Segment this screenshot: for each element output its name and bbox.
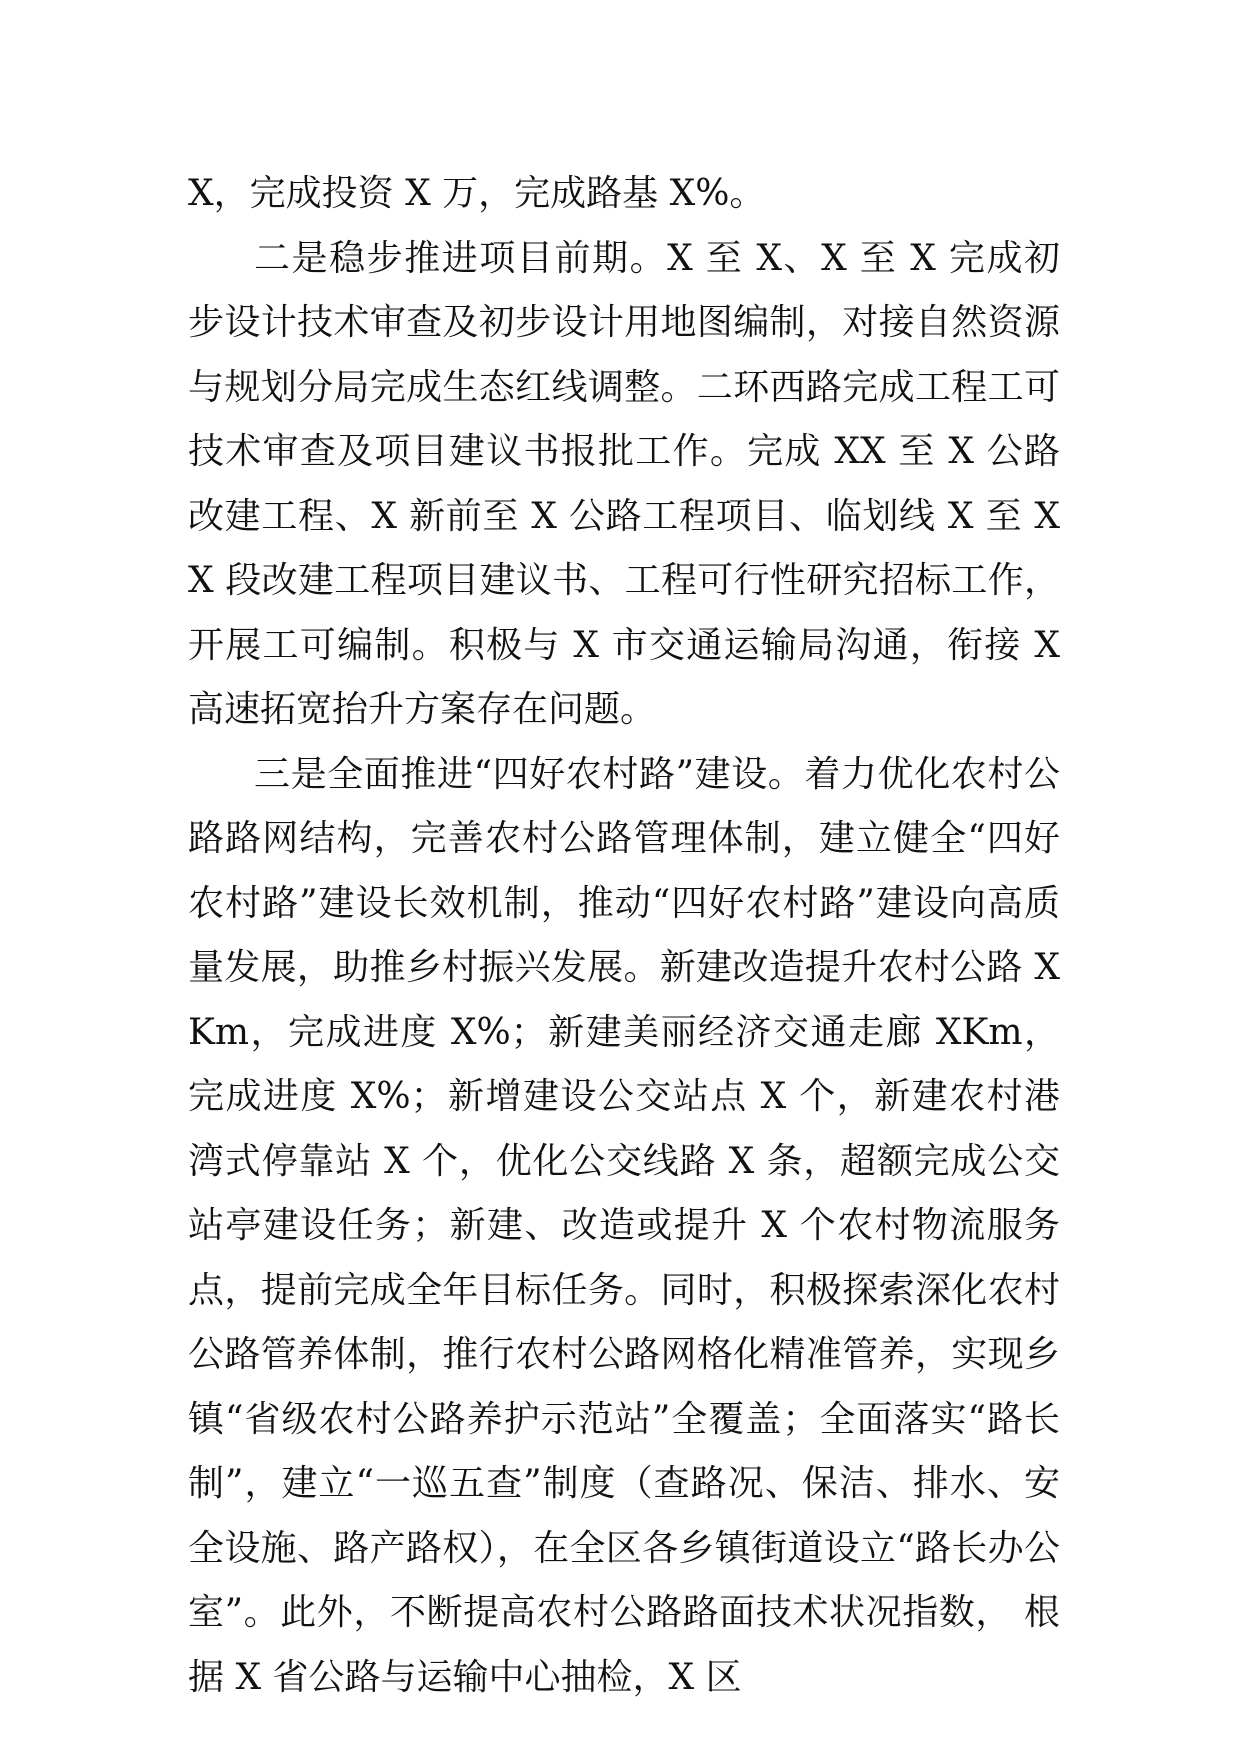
paragraph-project-preliminary: 二是稳步推进项目前期。X 至 X、X 至 X 完成初步设计技术审查及初步设计用地图编制，对接自然资源与规划分局完成生态红线调整。二环西路完成工程工可技术审查及项目建议书报批工作。完成 XX 至 X 公路改建工程、X 新前至 X 公路工程项目、临划线 X 至 XX 段改建工程项目建议书、工程可行性研究招标工作，开展工可编制。积极与 X 市交通运输局沟通，衔接 X 高速拓宽抬升方案存在问题。 [188,237,1060,730]
paragraph-continuation: X，完成投资 X 万，完成路基 X%。 [188,173,766,214]
paragraph-rural-roads: 三是全面推进“四好农村路”建设。着力优化农村公路路网结构，完善农村公路管理体制，建立健全“四好农村路”建设长效机制，推动“四好农村路”建设向高质量发展，助推乡村振兴发展。新建改造提升农村公路 XKm，完成进度 X%；新建美丽经济交通走廊 XKm，完成进度 X%；新增建设公交站点 X 个，新建农村港湾式停靠站 X 个，优化公交线路 X 条，超额完成公交站亭建设任务；新建、改造或提升 X 个农村物流服务点，提前完成全年目标任务。同时，积极探索深化农村公路管养体制，推行农村公路网格化精准管养，实现乡镇“省级农村公路养护示范站”全覆盖；全面落实“路长制”，建立“一巡五查”制度（查路况、保洁、排水、安全设施、路产路权），在全区各乡镇街道设立“路长办公室”。此外，不断提高农村公路路面技术状况指数， 根据 X 省公路与运输中心抽检，X 区 [188,753,1060,1698]
document-body [188,162,1060,1710]
